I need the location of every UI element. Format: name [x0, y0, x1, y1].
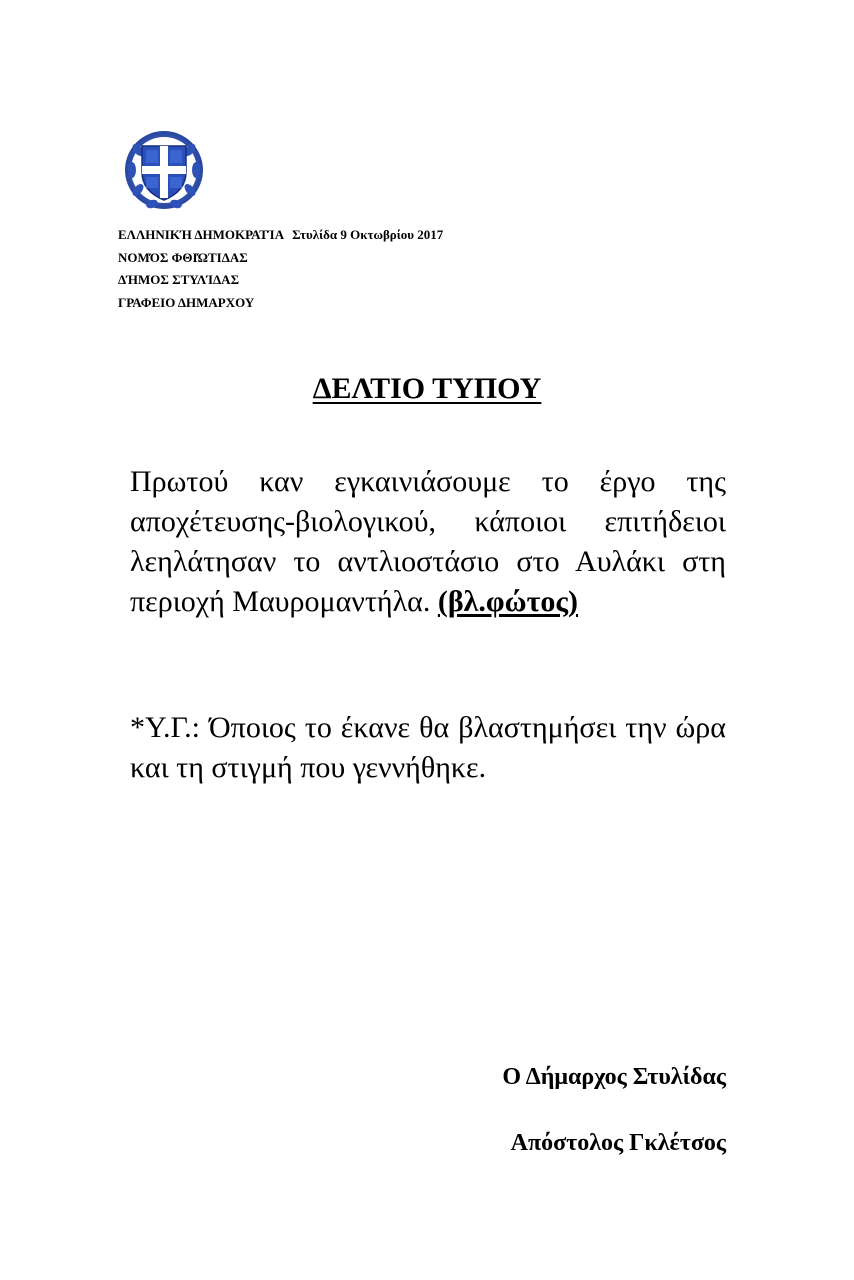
coat-of-arms-svg — [122, 128, 206, 212]
document-title-text: ΔΕΛΤΙΟ ΤΥΠΟΥ — [312, 372, 542, 405]
signature-name: Απόστολος Γκλέτσος — [510, 1130, 726, 1156]
prefecture-name: ΝΟΜΌΣ ΦΘΙΏΤΙΔΑΣ — [118, 249, 248, 265]
coat-of-arms-icon — [122, 128, 206, 212]
office-name: ΓΡΑΦΕΙΟ ΔΗΜΑΡΧΟΥ — [118, 294, 255, 310]
signature-role: Ο Δήμαρχος Στυλίδας — [502, 1064, 726, 1090]
body-paragraph-2: *Υ.Γ.: Όποιος το έκανε θα βλαστημήσει την ώρα και τη στιγμή που γεννήθηκε. — [130, 711, 726, 784]
document-title — [0, 372, 854, 406]
body-paragraph-1 — [130, 462, 726, 622]
municipality-name: ΔΉΜΟΣ ΣΤΥΛΊΔΑΣ — [118, 272, 240, 287]
letterhead-line-1 — [118, 224, 443, 247]
document-date: Στυλίδα 9 Οκτωβρίου 2017 — [292, 227, 444, 242]
paragraph-1-text: Πρωτού καν εγκαινιάσουμε το έργο της αποχέτευσης-βιολογικού, κάποιοι επιτήδειοι λεηλάτησαν το αντλιοστάσιο στο Αυλάκι στη περιοχή Μαυρομαντήλα. — [130, 465, 726, 618]
country-name: ΕΛΛΗΝΙΚΉ ΔΗΜΟΚΡΑΤΊΑ — [118, 227, 285, 242]
letterhead — [118, 224, 443, 314]
photo-reference: (βλ.φώτος) — [437, 585, 579, 618]
